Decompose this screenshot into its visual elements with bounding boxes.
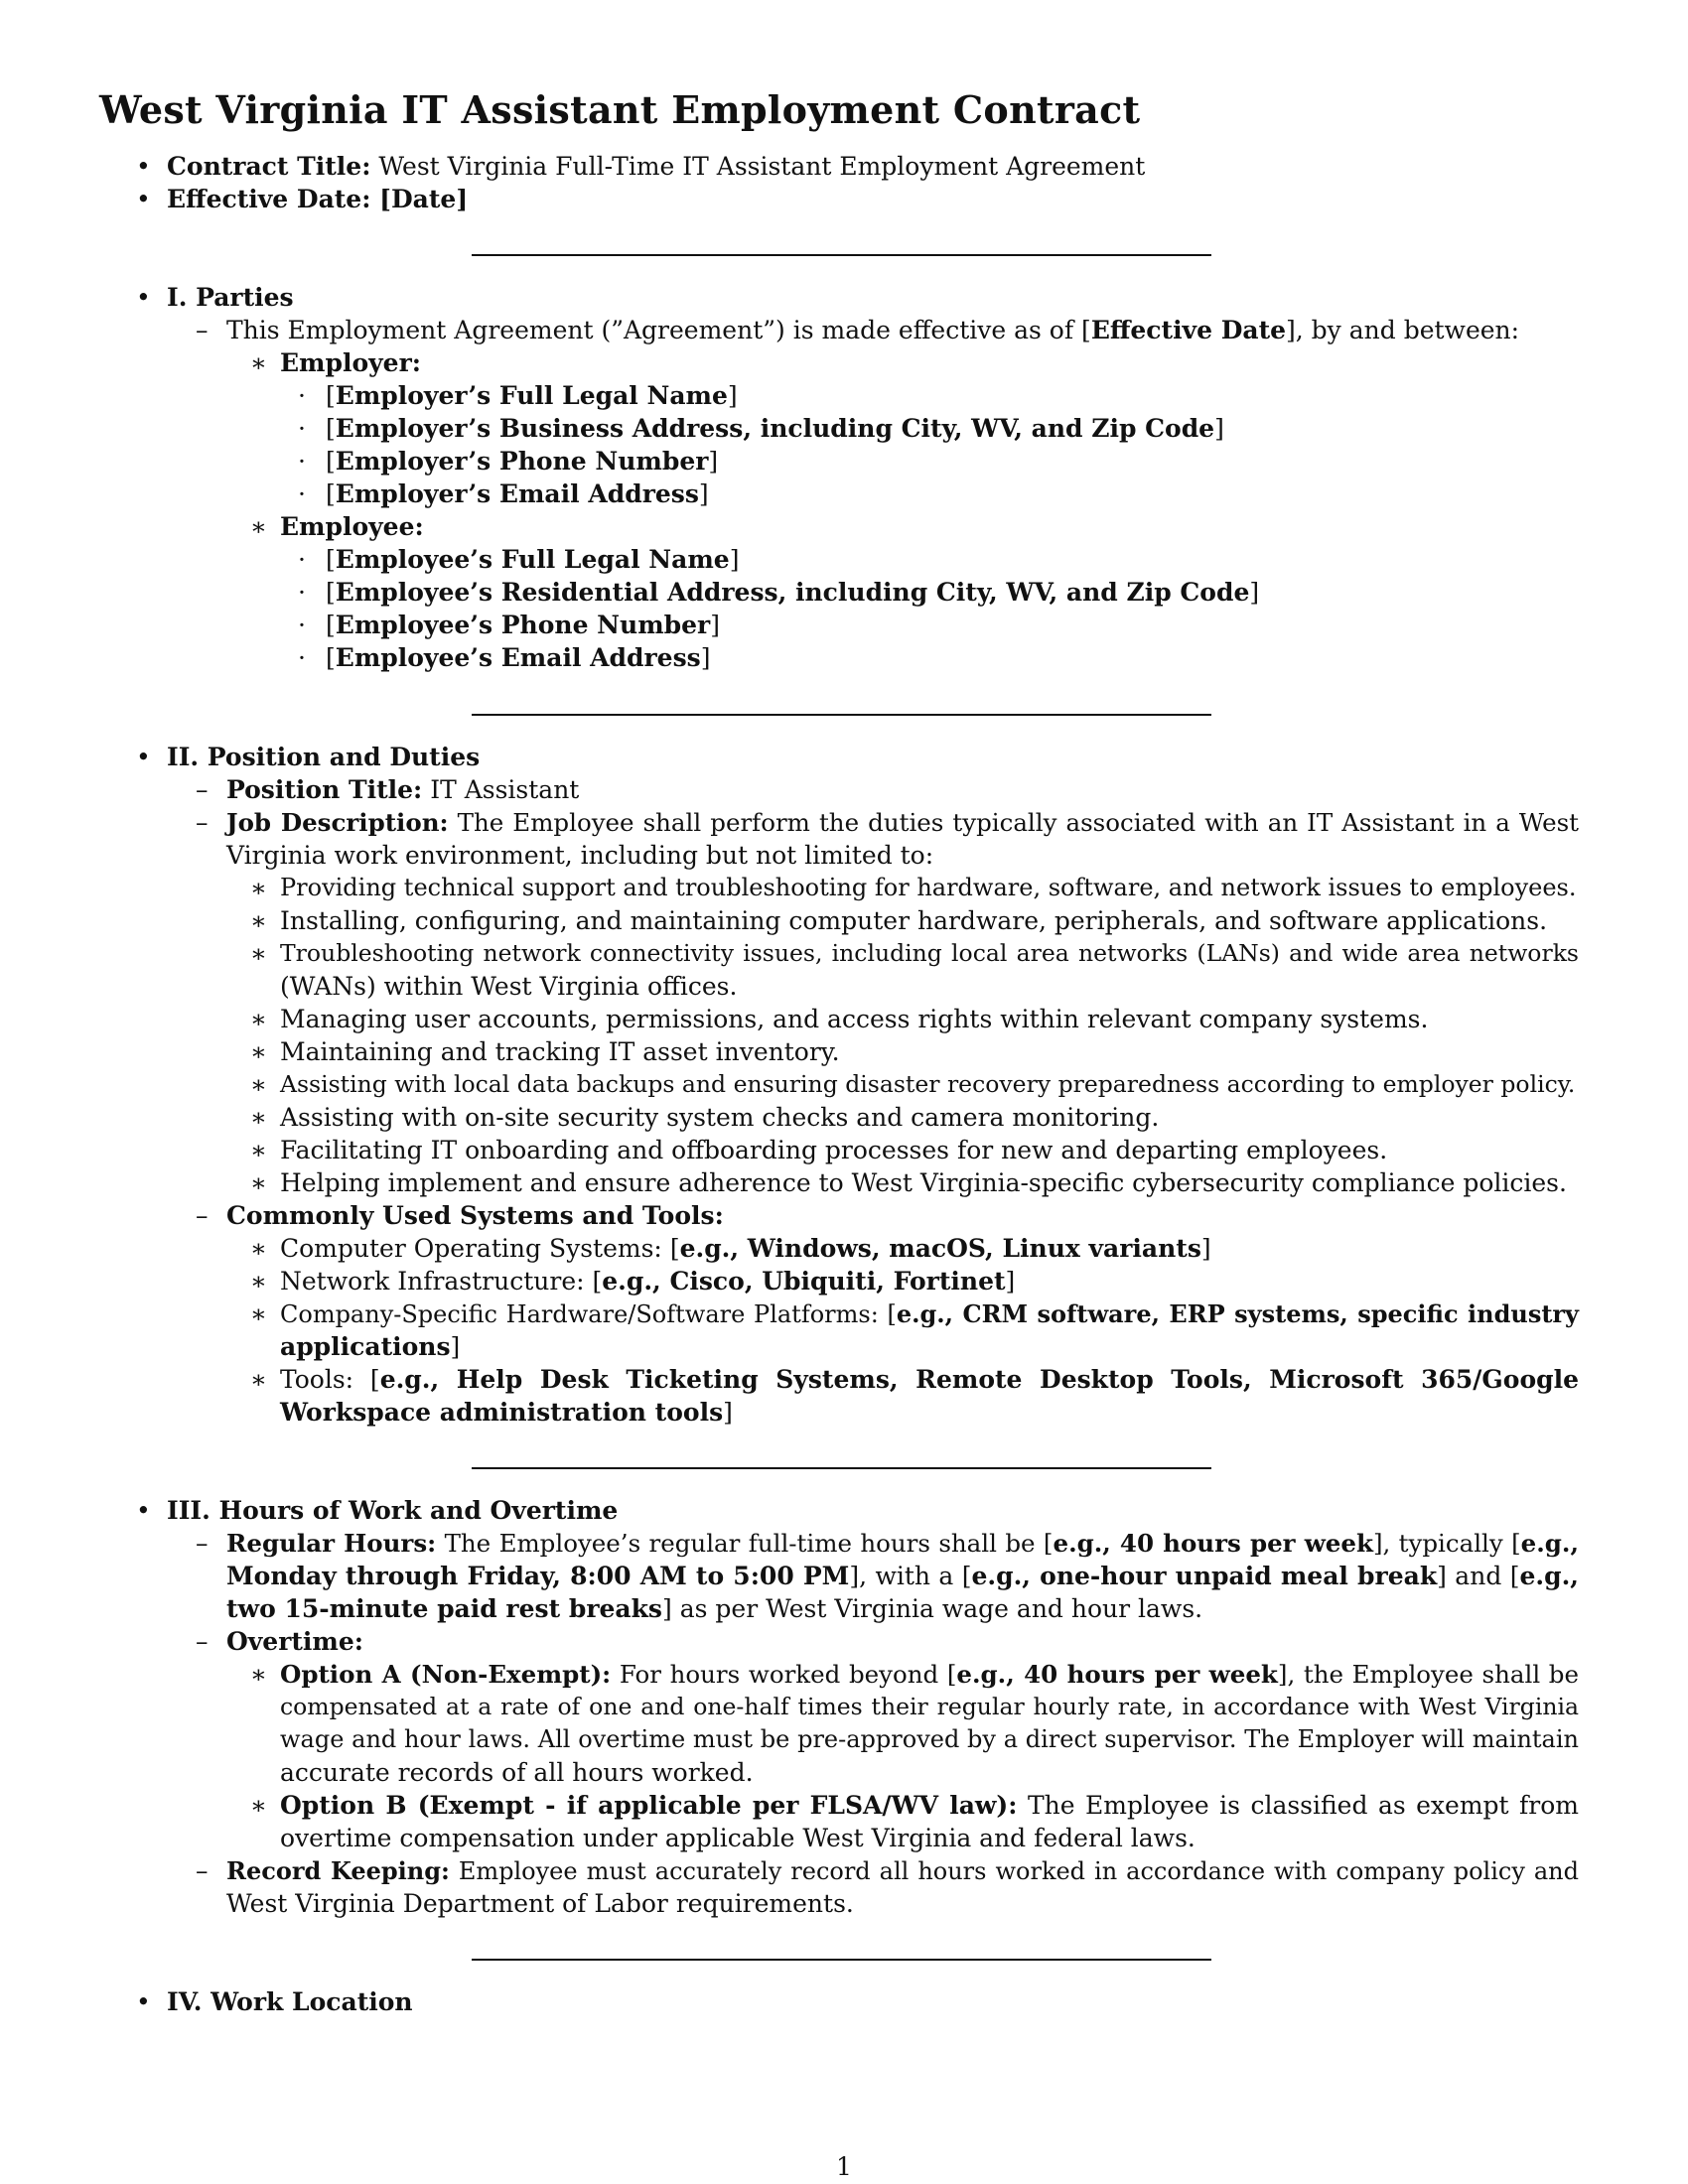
dash-marker: – — [196, 1856, 209, 1885]
regular-hours-line: Monday through Friday, 8:00 AM to 5:00 PM], with a [e.g., one-hour unpaid meal break] and [e.g., — [226, 1562, 1579, 1590]
asterisk-marker: ∗ — [250, 939, 267, 968]
bullet-marker: • — [136, 1987, 151, 2016]
option-a-line: wage and hour laws. All overtime must be pre-approved by a direct supervisor. The Employer will maintain — [280, 1725, 1579, 1753]
system-item-company-continuation: applications] — [280, 1332, 461, 1361]
asterisk-marker: ∗ — [250, 512, 267, 541]
system-item-network: Network Infrastructure: [e.g., Cisco, Ubiquiti, Fortinet] — [280, 1267, 1016, 1296]
asterisk-marker: ∗ — [250, 1136, 267, 1164]
dash-marker: – — [196, 316, 209, 344]
section-divider — [472, 254, 1211, 256]
employer-item: [Employer’s Business Address, including City, WV, and Zip Code] — [326, 414, 1224, 443]
dash-marker: – — [196, 775, 209, 804]
section-divider — [472, 1959, 1211, 1961]
employer-item: [Employer’s Full Legal Name] — [326, 381, 738, 410]
section-heading-position: II. Position and Duties — [167, 743, 481, 771]
dot-marker: · — [298, 479, 306, 508]
record-keeping-line: West Virginia Department of Labor requirements. — [226, 1889, 854, 1918]
regular-hours-line: two 15-minute paid rest breaks] as per West Virginia wage and hour laws. — [226, 1594, 1203, 1623]
section-heading-location: IV. Work Location — [167, 1987, 413, 2016]
asterisk-marker: ∗ — [250, 1070, 267, 1099]
duty-item: Managing user accounts, permissions, and access rights within relevant company systems. — [280, 1005, 1429, 1033]
duty-item: Helping implement and ensure adherence to West Virginia-specific cybersecurity compliance policies. — [280, 1168, 1567, 1197]
duty-item: Facilitating IT onboarding and offboarding processes for new and departing employees. — [280, 1136, 1388, 1164]
duty-item: Installing, configuring, and maintaining computer hardware, peripherals, and software applications. — [280, 906, 1548, 935]
parties-intro: This Employment Agreement (”Agreement”) is made effective as of [Effective Date], by and between: — [226, 316, 1520, 344]
regular-hours-line: Regular Hours: The Employee’s regular full-time hours shall be [e.g., 40 hours per week], typically [e.g., — [226, 1529, 1579, 1558]
duty-item: Assisting with local data backups and ensuring disaster recovery preparedness according to employer policy. — [280, 1070, 1576, 1098]
duty-item: Providing technical support and troubleshooting for hardware, software, and network issues to employees. — [280, 874, 1577, 901]
document-title: West Virginia IT Assistant Employment Contract — [99, 87, 1141, 132]
asterisk-marker: ∗ — [250, 1299, 267, 1328]
employer-item: [Employer’s Email Address] — [326, 479, 709, 508]
duty-item: Maintaining and tracking IT asset inventory. — [280, 1037, 840, 1066]
asterisk-marker: ∗ — [250, 1234, 267, 1263]
dot-marker: · — [298, 643, 306, 672]
system-item-tools: Tools: [e.g., Help Desk Ticketing Systems, Remote Desktop Tools, Microsoft 365/Google — [280, 1365, 1580, 1394]
dot-marker: · — [298, 611, 306, 639]
asterisk-marker: ∗ — [250, 1037, 267, 1066]
asterisk-marker: ∗ — [250, 1791, 267, 1820]
option-a-line: Option A (Non-Exempt): For hours worked beyond [e.g., 40 hours per week], the Employee shall be — [280, 1660, 1579, 1689]
employer-item: [Employer’s Phone Number] — [326, 447, 719, 476]
systems-label: Commonly Used Systems and Tools: — [226, 1201, 724, 1230]
effective-date-line: Effective Date: [Date] — [167, 185, 469, 213]
bullet-marker: • — [136, 185, 151, 213]
option-b-line: overtime compensation under applicable West Virginia and federal laws. — [280, 1824, 1196, 1852]
employee-label: Employee: — [280, 512, 424, 541]
section-divider — [472, 1467, 1211, 1469]
dot-marker: · — [298, 447, 306, 476]
dash-marker: – — [196, 1529, 209, 1558]
section-divider — [472, 714, 1211, 716]
dash-marker: – — [196, 1201, 209, 1230]
duty-item: Troubleshooting network connectivity issues, including local area networks (LANs) and wide area networks — [280, 939, 1579, 967]
dot-marker: · — [298, 545, 306, 574]
asterisk-marker: ∗ — [250, 1103, 267, 1132]
employer-label: Employer: — [280, 348, 421, 377]
duty-item: Assisting with on-site security system checks and camera monitoring. — [280, 1103, 1160, 1132]
asterisk-marker: ∗ — [250, 1168, 267, 1197]
asterisk-marker: ∗ — [250, 874, 267, 902]
job-description-line: Virginia work environment, including but not limited to: — [226, 841, 934, 870]
employee-item: [Employee’s Email Address] — [326, 643, 711, 672]
position-title-line: Position Title: IT Assistant — [226, 775, 580, 804]
system-item-tools-continuation: Workspace administration tools] — [280, 1398, 733, 1427]
asterisk-marker: ∗ — [250, 1365, 267, 1394]
employee-item: [Employee’s Residential Address, including City, WV, and Zip Code] — [326, 578, 1260, 607]
contract-title-line: Contract Title: West Virginia Full-Time IT Assistant Employment Agreement — [167, 152, 1146, 181]
overtime-label: Overtime: — [226, 1627, 364, 1656]
option-a-line: compensated at a rate of one and one-half times their regular hourly rate, in accordance with West Virginia — [280, 1693, 1579, 1720]
dash-marker: – — [196, 1627, 209, 1656]
option-a-line: accurate records of all hours worked. — [280, 1758, 754, 1787]
asterisk-marker: ∗ — [250, 1267, 267, 1296]
system-item-os: Computer Operating Systems: [e.g., Windows, macOS, Linux variants] — [280, 1234, 1211, 1263]
duty-item-continuation: (WANs) within West Virginia offices. — [280, 972, 738, 1001]
asterisk-marker: ∗ — [250, 1660, 267, 1689]
bullet-marker: • — [136, 1496, 151, 1525]
page-number: 1 — [836, 2152, 852, 2181]
section-heading-parties: I. Parties — [167, 283, 294, 312]
record-keeping-line: Record Keeping: Employee must accurately record all hours worked in accordance with company policy and — [226, 1856, 1579, 1885]
asterisk-marker: ∗ — [250, 906, 267, 935]
job-description-line: Job Description: The Employee shall perform the duties typically associated with an IT Assistant in a West — [226, 808, 1580, 837]
employee-item: [Employee’s Phone Number] — [326, 611, 720, 639]
section-heading-hours: III. Hours of Work and Overtime — [167, 1496, 619, 1525]
asterisk-marker: ∗ — [250, 348, 267, 377]
dash-marker: – — [196, 808, 209, 837]
bullet-marker: • — [136, 283, 151, 312]
employee-item: [Employee’s Full Legal Name] — [326, 545, 740, 574]
system-item-company: Company-Specific Hardware/Software Platforms: [e.g., CRM software, ERP systems, specific industry — [280, 1299, 1579, 1328]
dot-marker: · — [298, 381, 306, 410]
option-b-line: Option B (Exempt - if applicable per FLSA/WV law): The Employee is classified as exempt from — [280, 1791, 1580, 1820]
bullet-marker: • — [136, 743, 151, 771]
dot-marker: · — [298, 414, 306, 443]
bullet-marker: • — [136, 152, 151, 181]
asterisk-marker: ∗ — [250, 1005, 267, 1033]
dot-marker: · — [298, 578, 306, 607]
